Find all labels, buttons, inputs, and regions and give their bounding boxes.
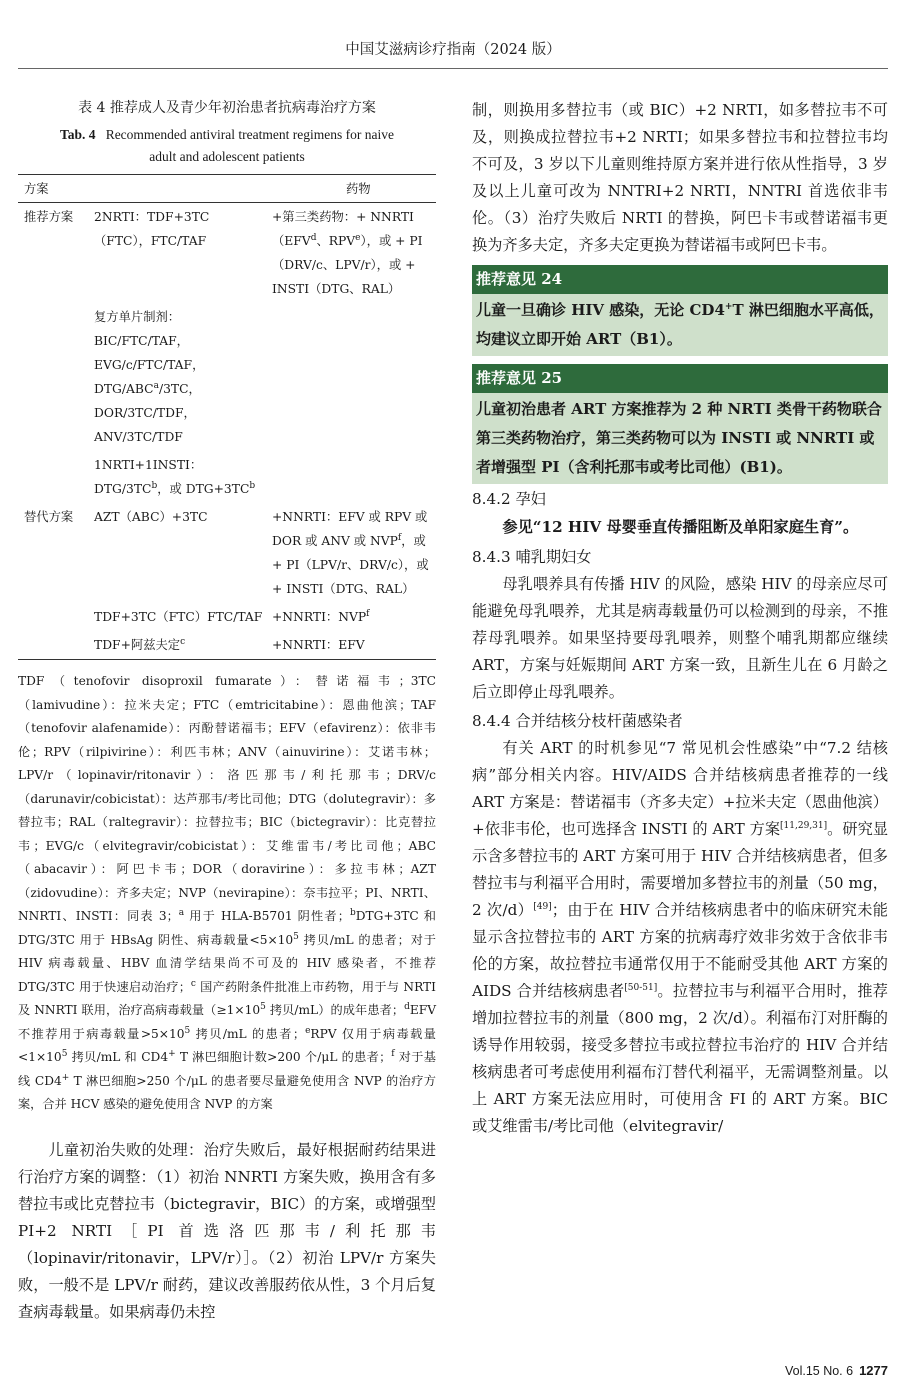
header-rule xyxy=(18,68,888,69)
table-cell: 复方单片制剂：BIC/FTC/TAF，EVG/c/FTC/TAF，DTG/ABC$^a$/3TC，DOR/3TC/TDF，ANV/3TC/TDF xyxy=(94,310,205,444)
col-header-scheme: 方案 xyxy=(18,175,88,203)
section-8-4-2-heading: 8.4.2 孕妇 xyxy=(472,490,546,508)
table-cell: 2NRTI：TDF+3TC（FTC），FTC/TAF xyxy=(94,210,210,248)
table-row xyxy=(18,503,436,603)
section-8-4-4-text: 有关 ART 的时机参见“7 常见机会性感染”中“7.2 结核病”部分相关内容。HIV/AIDS 合并结核病患者推荐的一线 ART 方案是：替诺福韦（齐多夫定）+拉米夫定（恩曲他滨）+依非韦伦，也可选择含 INSTI 的 ART 方案[11,29,31]。研究显示含多替拉韦的 ART 方案可用于 HIV 合并结核病患者，但多替拉韦与利福平合用时，需要增加多替拉韦的剂量（50 mg，2 次/d）[49]；由于在 HIV 合并结核病患者中的临床研究未能显示含拉替拉韦的 ART 方案的抗病毒疗效非劣效于含依非韦伦的方案，故拉替拉韦通常仅用于不能耐受其他 ART 方案的 AIDS 合并结核病患者[50-51]。拉替拉韦与利福平合用时，推荐增加拉替拉韦的剂量（800 mg，2 次/d）。利福布汀对肝酶的诱导作用较弱，接受多替拉韦或拉替拉韦治疗的 HIV 合并结核病患者可考虑使用利福布汀替代利福平，无需调整剂量。以上 ART 方案无法应用时，可使用含 FI 的 ART 方案。BIC 或艾维雷韦/考比司他（elvitegravir/ xyxy=(472,739,889,1135)
table-footnote: TDF（tenofovir disoproxil fumarate）：替诺福韦；3TC（lamivudine）：拉米夫定；FTC（emtricitabine）：恩曲他滨；TAF（tenofovir alafenamide）：丙酚替诺福韦；EFV（efavirenz）：依非韦伦；RPV（rilpivirine）：利匹韦林；ANV（ainuvirine）：艾诺韦林；LPV/r（lopinavir/ritonavir）：洛匹那韦/利托那韦；DRV/c（darunavir/cobicistat）：达芦那韦/考比司他；DTG（dolutegravir）：多替拉韦；RAL（raltegravir）：拉替拉韦；BIC（bictegravir）：比克替拉韦；EVG/c（elvitegravir/cobicistat）：艾维雷韦/考比司他；ABC（abacavir）：阿巴卡韦；DOR（doravirine）：多拉韦林；AZT（zidovudine）：齐多夫定；NVP（nevirapine）：奈韦拉平；PI、NRTI、NNRTI、INSTI：同表 3；$^a$ 用于 HLA-B5701 阴性者；$^b$DTG+3TC 和 DTG/3TC 用于 HBsAg 阴性、病毒载量$<5\times 10^5$ 拷贝/mL 的患者；对于 HIV 病毒载量、HBV 血清学结果尚不可及的 HIV 感染者，不推荐 DTG/3TC 用于快速启动治疗；$^c$ 国产药附条件批准上市药物，用于与 NRTI 及 NNRTI 联用，治疗高病毒载量（$\ge 1\times 10^5$ 拷贝/mL）的成年患者；$^d$EFV 不推荐用于病毒载量$>5\times 10^5$ 拷贝/mL 的患者；$^e$RPV 仅用于病毒载量$<1\times 10^5$ 拷贝/mL 和 CD4+ T 淋巴细胞计数>200 个/μL 的患者；$^f$ 对于基线 CD4+ T 淋巴细胞>250 个/μL 的患者要尽量避免使用含 NVP 的治疗方案，合并 HCV 感染的避免使用含 NVP 的方案 xyxy=(18,674,436,1111)
recommendation-24-body: 儿童一旦确诊 HIV 感染，无论 CD4+T 淋巴细胞水平高低，均建议立即开始 ART（B1）。 xyxy=(472,294,888,356)
row-label-recommended: 推荐方案 xyxy=(24,210,74,224)
section-8-4-3-heading: 8.4.3 哺乳期妇女 xyxy=(472,548,592,566)
table-row xyxy=(18,451,436,503)
paragraph-continued: 制，则换用多替拉韦（或 BIC）+2 NRTI，如多替拉韦不可及，则换成拉替拉韦+2 NRTI；如果多替拉韦和拉替拉韦均不可及，3 岁以下儿童则维持原方案并进行依从性指导，3 岁及以上儿童可改为 NNTRI+2 NRTI，NNTRI 首选依非韦伦。（3）治疗失败后 NRTI 的替换，阿巴卡韦或替诺福韦更换为齐多夫定，齐多夫定更换为替诺福韦或阿巴卡韦。 xyxy=(472,101,888,254)
table-label-en: Tab. 4 xyxy=(60,127,96,142)
page-number: 1277 xyxy=(859,1363,888,1378)
table-row xyxy=(18,303,436,451)
page-footer xyxy=(785,1363,888,1378)
section-8-4-3-text: 母乳喂养具有传播 HIV 的风险，感染 HIV 的母亲应尽可能避免母乳喂养，尤其是病毒载量仍可以检测到的母亲，不推荐母乳喂养。如果坚持要母乳喂养，则整个哺乳期都应继续 ART，方案与妊娠期间 ART 方案一致，且新生儿在 6 月龄之后立即停止母乳喂养。 xyxy=(472,575,888,701)
table-title-en-line2: adult and adolescent patients xyxy=(149,149,305,164)
regimen-table xyxy=(18,174,436,660)
recommendation-24-heading: 推荐意见 24 xyxy=(472,265,888,294)
table-cell: +NNRTI：EFV 或 RPV 或 DOR 或 ANV 或 NVP$^f$，或+ PI（LPV/r、DRV/c），或+ INSTI（DTG、RAL） xyxy=(272,510,429,596)
table-row xyxy=(18,631,436,660)
right-column xyxy=(472,97,888,1140)
recommendation-25-body: 儿童初治患者 ART 方案推荐为 2 种 NRTI 类骨干药物联合第三类药物治疗，第三类药物可以为 INSTI 或 NNRTI 或者增强型 PI（含利托那韦或考比司他）(B1)。 xyxy=(472,393,888,484)
citation: [50-51] xyxy=(624,982,658,993)
table-row xyxy=(18,603,436,631)
section-8-4-4-heading: 8.4.4 合并结核分枝杆菌感染者 xyxy=(472,712,683,730)
row-label-alternative: 替代方案 xyxy=(24,510,74,524)
table-cell: TDF+阿兹夫定$^c$ xyxy=(88,631,266,660)
table-title-en-line1: Recommended antiviral treatment regimens for naive xyxy=(105,127,394,142)
table-cell: 1NRTI+1INSTI：DTG/$3TC^b$，或 $DTG+3TC^b$ xyxy=(94,458,256,496)
citation: [49] xyxy=(533,901,552,912)
recommendation-25-heading: 推荐意见 25 xyxy=(472,364,888,393)
table-cell: +NNRTI：EFV xyxy=(266,631,436,660)
citation: [11,29,31] xyxy=(780,820,828,831)
paragraph-child-failure: 儿童初治失败的处理：治疗失败后，最好根据耐药结果进行治疗方案的调整：（1）初治 NNRTI 方案失败，换用含有多替拉韦或比克替拉韦（bictegravir，BIC）的方案，或增强型 PI+2 NRTI［PI 首选洛匹那韦/利托那韦（lopinavir/ritonavir，LPV/r）］。（2）初治 LPV/r 方案失败，一般不是 LPV/r 耐药，建议改善服药依从性，3 个月后复查病毒载量。如果病毒仍未控 xyxy=(18,1140,436,1321)
table-cell: +第三类药物：+ $NNRTI(EFV^d$、RPV$^e$），或 + PI（DRV/c、LPV/r），或 + INSTI（DTG、RAL） xyxy=(272,210,423,296)
table-title-cn: 表 4 推荐成人及青少年初治患者抗病毒治疗方案 xyxy=(78,100,376,116)
running-header: 中国艾滋病诊疗指南（2024 版） xyxy=(345,42,561,58)
table-cell: AZT（ABC）+3TC xyxy=(94,510,208,524)
table-row xyxy=(18,203,436,304)
section-8-4-2-text: 参见“12 HIV 母婴垂直传播阻断及单阳家庭生育”。 xyxy=(502,518,859,536)
col-header-drug: 药物 xyxy=(266,175,436,203)
table-cell: +NNRTI：NVP$^f$ xyxy=(272,608,370,624)
volume-label: Vol.15 No. 6 xyxy=(784,1364,854,1378)
left-column xyxy=(18,98,436,1326)
table-title-en xyxy=(18,124,436,168)
table-cell: TDF+3TC（FTC）FTC/TAF xyxy=(94,610,263,624)
